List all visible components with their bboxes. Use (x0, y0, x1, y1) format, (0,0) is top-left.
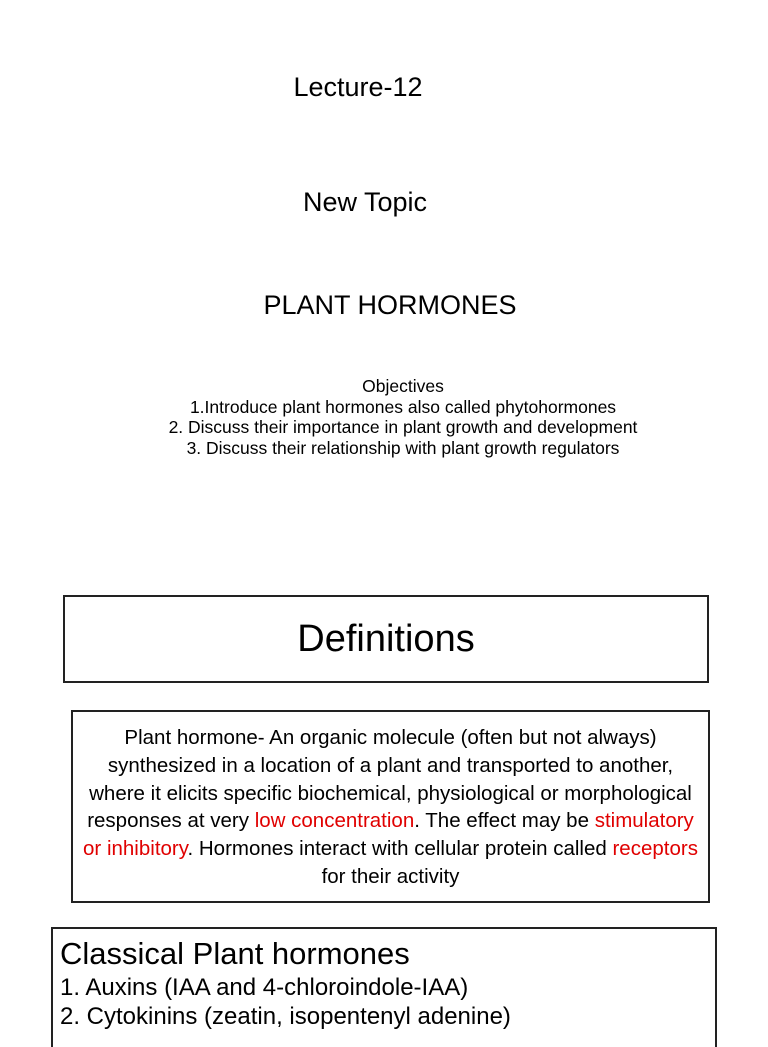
topic-title: PLANT HORMONES (263, 290, 517, 320)
new-topic-label: New Topic (302, 187, 428, 217)
objective-item: 1.Introduce plant hormones also called phytohormones (189, 396, 617, 417)
objective-item: 3. Discuss their relationship with plant growth regulators (186, 437, 620, 458)
definition-box (71, 710, 710, 903)
definition-text-part: for their activity (321, 864, 460, 888)
objectives-heading: Objectives (362, 376, 444, 396)
classical-hormone-item: 1. Auxins (IAA and 4-chloroindole-IAA) (60, 974, 469, 1001)
objectives-block (0, 376, 768, 458)
definition-text-part: . Hormones interact with cellular protein called (187, 837, 613, 861)
highlight-receptors: receptors (612, 837, 698, 861)
definition-text-part: . The effect may be (414, 809, 595, 833)
classical-hormones-box (51, 927, 717, 1047)
definition-text-part: Plant hormone- An organic molecule (often but not always) synthesized in a location of a plant and transported to another, where it elicits specific biochemical, physiological or morphological responses at very (87, 726, 692, 833)
highlight-stimulatory-inhibitory: stimulatory or inhibitory (83, 809, 694, 861)
lecture-title: Lecture-12 (293, 72, 423, 102)
classical-hormones-title: Classical Plant hormones (60, 936, 410, 971)
classical-hormone-item: 2. Cytokinins (zeatin, isopentenyl adenine) (60, 1003, 511, 1030)
objective-item: 2. Discuss their importance in plant growth and development (168, 417, 638, 437)
definition-text (79, 724, 702, 891)
definitions-title-box (63, 595, 709, 683)
definitions-title: Definitions (297, 617, 475, 660)
highlight-low-concentration: low concentration (254, 809, 415, 833)
